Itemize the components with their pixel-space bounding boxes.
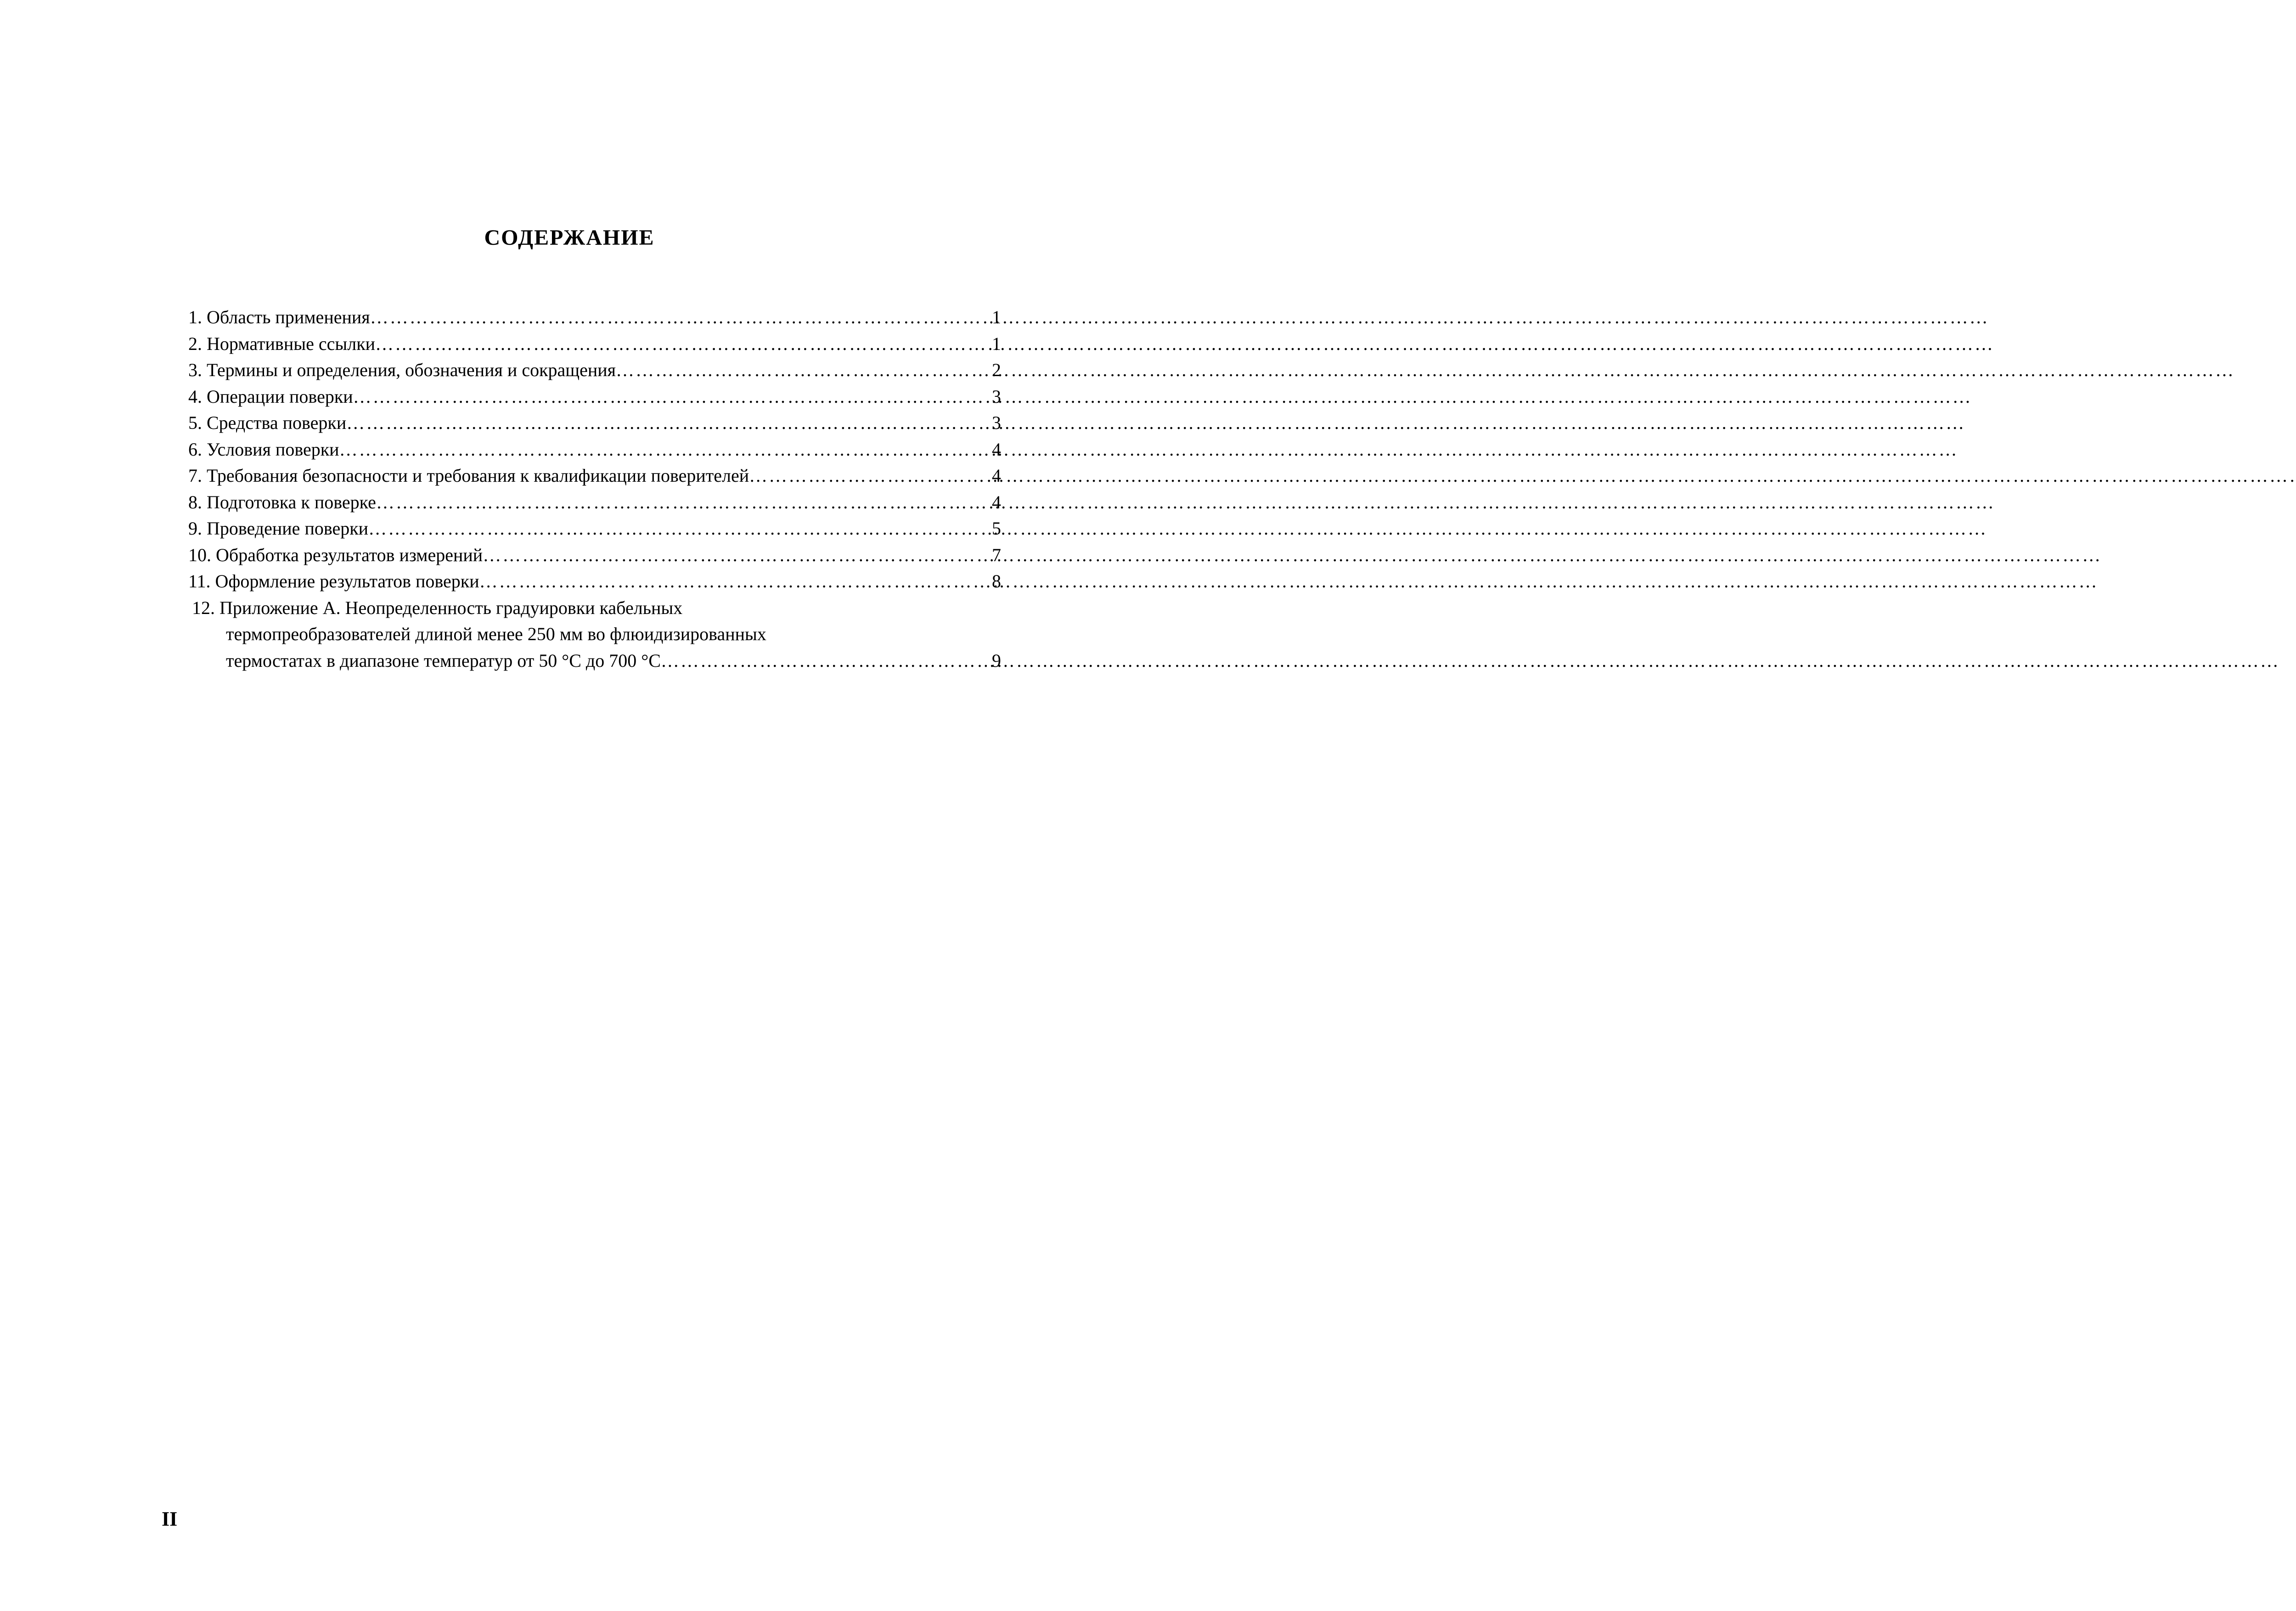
toc-leader-dots	[368, 515, 969, 542]
toc-item	[188, 489, 1001, 516]
toc-item	[188, 331, 1001, 357]
toc-leader-dots	[376, 489, 969, 516]
toc-item	[188, 542, 1001, 569]
toc-item-label: 6. Условия поверки	[188, 439, 339, 460]
toc-item-label: 1. Область применения	[188, 307, 370, 327]
toc-item	[188, 568, 1001, 595]
toc-item-label: 9. Проведение поверки	[188, 518, 369, 539]
toc-item-label: 3. Термины и определения, обозначения и сокращения	[188, 360, 616, 380]
toc-item	[188, 383, 1001, 410]
toc-item-appendix	[188, 595, 1001, 674]
toc-item-page: 9	[992, 650, 1001, 671]
toc-leader-dots	[749, 462, 969, 489]
toc-leader-dots	[661, 648, 969, 674]
toc-title: СОДЕРЖАНИЕ	[484, 225, 655, 250]
toc-item	[188, 410, 1001, 436]
toc-item-label: 8. Подготовка к поверке	[188, 491, 376, 513]
toc-item-page: 1	[992, 333, 1001, 354]
toc-appendix-line-1: 12. Приложение А. Неопределенность градуировки кабельных	[192, 597, 683, 618]
toc-item-page: 4	[992, 465, 1001, 486]
document-page	[0, 0, 1139, 1611]
toc-item	[188, 515, 1001, 542]
toc-leader-dots	[479, 568, 969, 595]
toc-item	[188, 304, 1001, 331]
toc-item-page: 8	[992, 571, 1001, 591]
toc-item-page: 4	[992, 491, 1001, 513]
toc-leader-dots	[483, 542, 969, 569]
toc-item-page: 7	[992, 544, 1001, 565]
toc-item-label: 2. Нормативные ссылки	[188, 333, 376, 354]
toc-item-label: 7. Требования безопасности и требования к квалификации поверителей	[188, 465, 749, 486]
toc-item-label: 11. Оформление результатов поверки	[188, 571, 479, 591]
toc-item-label: 10. Обработка результатов измерений	[188, 544, 483, 565]
toc-leader-dots	[370, 304, 969, 331]
toc-item-label: термостатах в диапазоне температур от 50 °С до 700 °С	[226, 650, 661, 671]
toc-item-page: 3	[992, 412, 1001, 433]
toc-leader-dots	[616, 357, 969, 383]
toc-item-label: 5. Средства поверки	[188, 412, 347, 433]
toc-item	[188, 436, 1001, 463]
toc-leader-dots	[339, 436, 969, 463]
toc-item	[188, 462, 1001, 489]
toc-item-label: 4. Операции поверки	[188, 386, 353, 407]
toc-leader-dots	[375, 331, 969, 357]
toc-appendix-line-3	[188, 648, 1001, 674]
toc-item	[188, 357, 1001, 383]
toc-item-page: 4	[992, 439, 1001, 460]
toc-appendix-line-2: термопреобразователей длиной менее 250 мм во флюидизированных	[226, 624, 766, 644]
toc-item-page: 1	[992, 307, 1001, 327]
toc-item-page: 3	[992, 386, 1001, 407]
table-of-contents	[188, 304, 1001, 674]
toc-item-page: 2	[992, 360, 1001, 380]
toc-leader-dots	[346, 410, 969, 436]
toc-item-page: 5	[992, 518, 1001, 539]
page-number: II	[162, 1508, 178, 1530]
toc-leader-dots	[353, 383, 969, 410]
